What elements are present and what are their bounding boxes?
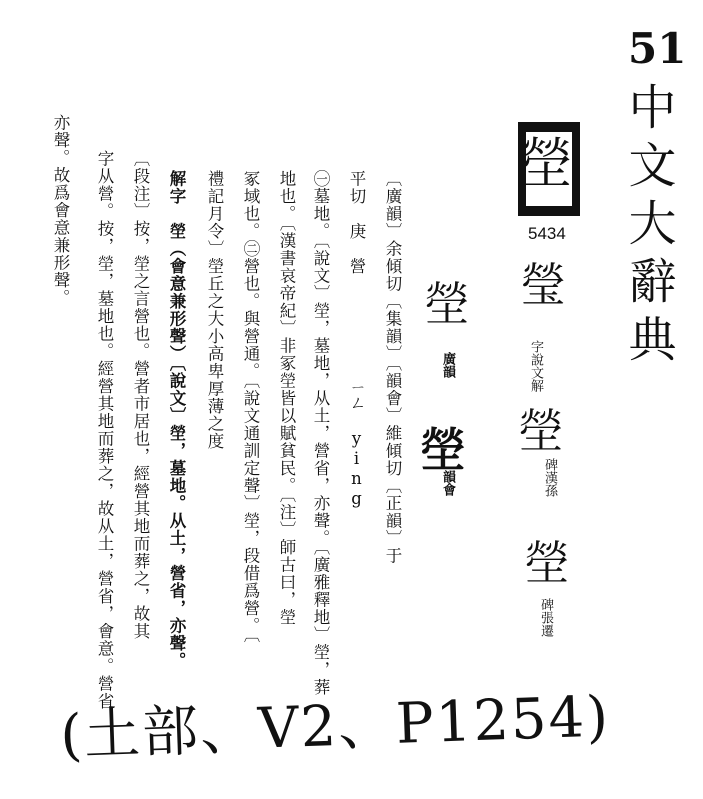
- text-column-5: 冢域也。㊁營也。與營通。〔說文通訓定聲〕塋，段借爲營。〔: [241, 170, 260, 644]
- seal-label-sun: 碑漢孫: [542, 458, 557, 497]
- seal-label-zhang: 碑張遷: [538, 598, 553, 637]
- head-bracket-top: [518, 122, 580, 132]
- seal-glyph-zhang: 塋: [524, 536, 570, 590]
- text-column-10: 亦聲。故爲會意兼形聲。: [51, 114, 70, 307]
- text-column-7: 解字 塋（會意兼形聲）〔說文〕塋，墓地。从土，營省，亦聲。: [167, 170, 186, 670]
- page-number: 51: [628, 24, 687, 73]
- seal-glyph-sun: 塋: [518, 404, 564, 458]
- head-bracket-bottom: [518, 206, 580, 216]
- text-column-6: 禮記月令〕塋丘之大小高卑厚薄之度: [205, 170, 224, 450]
- text-column-4: 地也。〔漢書哀帝紀〕非冢塋皆以賦貧民。〔注〕師古曰，塋: [277, 170, 296, 626]
- text-column-1: 〔廣韻〕余傾切〔集韻〕〔韻會〕維傾切〔正韻〕于: [383, 170, 402, 565]
- text-column-3: ㊀墓地。〔說文〕塋，墓地，从土，營省，亦聲。〔廣雅釋地〕塋，葬: [311, 170, 330, 696]
- variant-label-1: 廣韻: [440, 352, 455, 378]
- text-column-8: 〔段注〕按，塋之言營也。營者市居也，經營其地而葬之，故其: [131, 150, 150, 640]
- text-column-9: 字从營。按，塋，墓地也。經營其地而葬之，故从土，營省，會意。營省: [95, 150, 114, 710]
- seal-glyph-shuowen: 瑩: [520, 258, 566, 312]
- variant-label-2: 韻會: [440, 470, 455, 496]
- head-character: 塋: [519, 132, 573, 195]
- text-column-2: 平切 庚 營 ㄧㄥ ying: [347, 170, 366, 510]
- entry-number: 5434: [528, 224, 566, 243]
- handwritten-reference-note: (土部、V2、P1254): [59, 684, 612, 769]
- seal-label-shuowen: 字說文解: [528, 340, 543, 392]
- variant-glyph-2: 塋: [420, 423, 466, 477]
- book-title: 中文大辭典: [620, 82, 676, 372]
- calligraphy-variant: 塋: [424, 277, 470, 331]
